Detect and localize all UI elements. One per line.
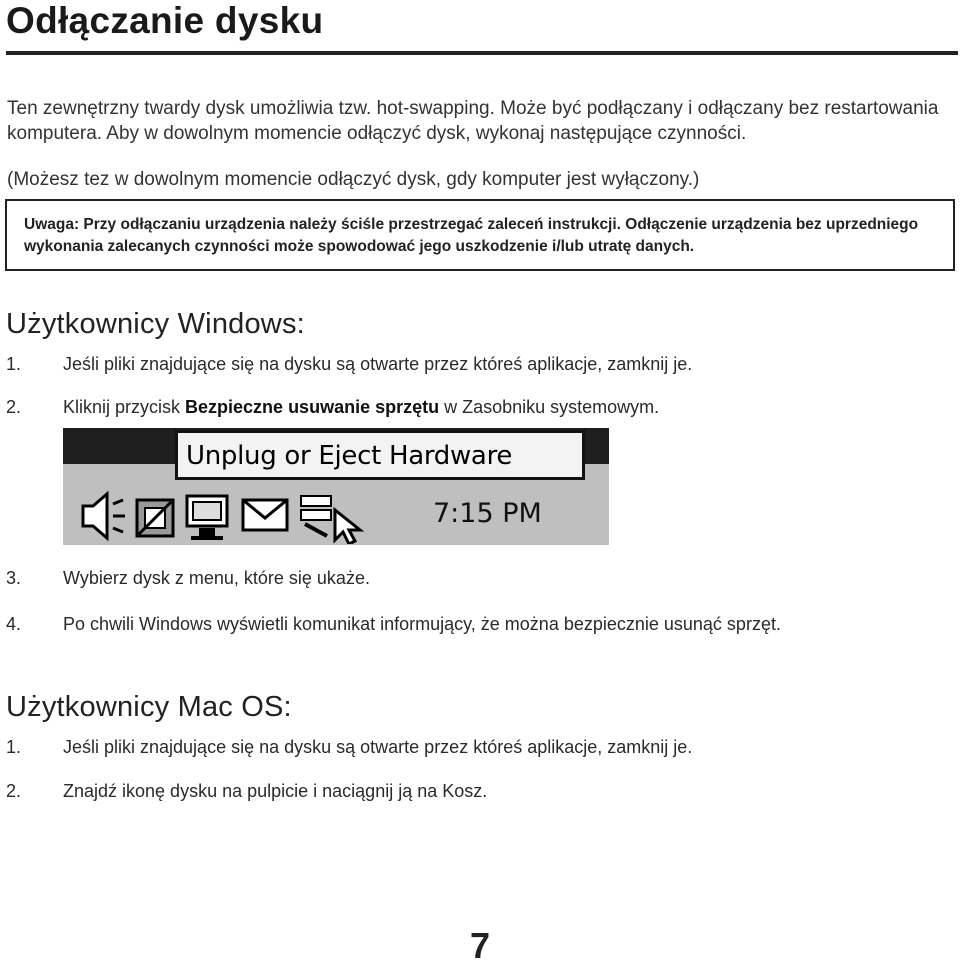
mac-step-1 [6, 737, 692, 758]
page-number: 7 [469, 925, 491, 966]
step-text: Po chwili Windows wyświetli komunikat informujący, że można bezpiecznie usunąć sprzęt. [63, 614, 781, 634]
warning-text: Uwaga: Przy odłączaniu urządzenia należy ściśle przestrzegać zaleceń instrukcji. Odłączenie urządzenia bez uprzedniego wykonania zalecanych czynności może spowodować jego uszkodzenie i/lub utratę danych. [24, 216, 919, 255]
page-title: Odłączanie dysku [6, 0, 324, 41]
system-tray-screenshot [63, 428, 609, 545]
step-text: w Zasobniku systemowym. [439, 397, 660, 417]
tray-icons [77, 488, 417, 544]
step-text: Kliknij przycisk [63, 397, 186, 417]
intro-note-paragraph: (Możesz tez w dowolnym momencie odłączyć dysk, gdy komputer jest wyłączony.) [7, 169, 700, 190]
step-text: Jeśli pliki znajdujące się na dysku są otwarte przez któreś aplikacje, zamknij je. [63, 737, 693, 757]
windows-step-1 [6, 354, 692, 375]
step-text: Znajdź ikonę dysku na pulpicie i naciągnij ją na Kosz. [63, 781, 488, 801]
step-number: 1. [6, 354, 22, 374]
mail-icon [243, 500, 287, 530]
tray-clock: 7:15 PM [433, 498, 542, 529]
step-number: 3. [6, 568, 22, 588]
tray-tooltip: Unplug or Eject Hardware [175, 430, 585, 480]
mac-step-2 [6, 781, 487, 802]
step-number: 1. [6, 737, 22, 757]
step-number: 2. [6, 397, 22, 417]
warning-box [5, 199, 955, 271]
windows-step-3 [6, 568, 370, 589]
cursor-icon [335, 510, 360, 544]
step-number: 4. [6, 614, 22, 634]
step-text: Wybierz dysk z menu, które się ukaże. [63, 568, 370, 588]
windows-step-2 [6, 397, 659, 418]
step-number: 2. [6, 781, 22, 801]
windows-heading: Użytkownicy Windows: [6, 308, 305, 340]
title-divider [6, 51, 958, 55]
windows-step-4 [6, 614, 781, 635]
speaker-icon [83, 494, 125, 538]
step-text: Jeśli pliki znajdujące się na dysku są otwarte przez któreś aplikacje, zamknij je. [63, 354, 693, 374]
network-icon [137, 500, 173, 536]
intro-paragraph: Ten zewnętrzny twardy dysk umożliwia tzw. hot-swapping. Może być podłączany i odłączany bez restartowania komputera. Aby w dowolnym momencie odłączyć dysk, wykonaj następujące czynności. [7, 98, 939, 144]
mac-heading: Użytkownicy Mac OS: [6, 691, 292, 723]
safe-removal-button-label: Bezpieczne usuwanie sprzętu [185, 397, 440, 417]
monitor-icon [187, 496, 227, 540]
eject-hardware-icon [301, 496, 331, 536]
